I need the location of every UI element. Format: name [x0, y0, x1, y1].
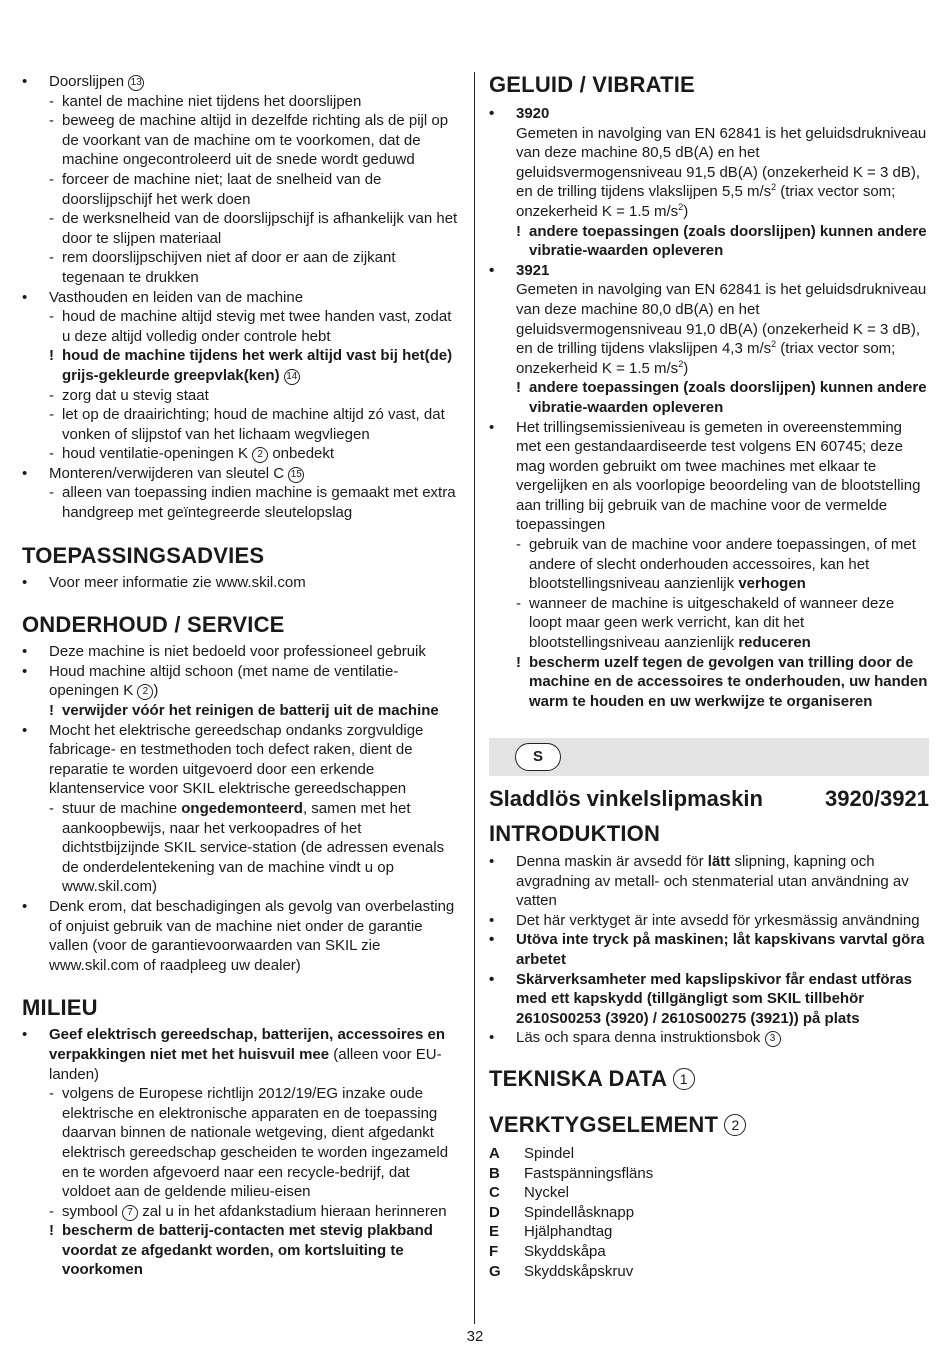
product-title	[489, 786, 929, 812]
emission-text: • Het trillingsemissieniveau is gemeten in overeenstemming met een gestandaardiseerde test volgens EN 60745; deze mag worden gebruikt om twee machines met elkaar te vergelijken en als voorlopige beoordeling van de blootstelling aan trilling bij gebruik van de machine voor de vermelde toepassingen	[489, 418, 921, 534]
intro-b4: • Skärverksamheter med kapslipskivor får endast utföras med ett kapskydd (tillgängligt som SKIL tillbehör 2610S00253 (3920) / 2610S00275 (3921)) på plats	[489, 970, 913, 1027]
tool-item: D Spindellåsknapp	[489, 1203, 635, 1221]
service-warning: ! verwijder vóór het reinigen de batterij uit de machine	[49, 702, 439, 720]
service-b3: • Mocht het elektrische gereedschap ondanks zorgvuldige fabricage- en testmethoden toch defect raken, dient de reparatie te worden uitgevoerd door een erkende klantenservice voor SKIL elektrische gereedschappen	[22, 721, 424, 798]
service-b1: • Deze machine is niet bedoeld voor professioneel gebruik	[22, 643, 426, 661]
product-models: 3920/3921	[825, 786, 929, 811]
cut-item-4: - de werksnelheid van de doorslijpschijf is afhankelijk van het door te slijpen materiaal	[49, 210, 458, 247]
left-column	[22, 72, 462, 1280]
callout-3-icon: 3	[765, 1031, 781, 1047]
callout-2-icon: 2	[724, 1114, 746, 1136]
service-b2: • Houd machine altijd schoon (met name de ventilatie-openingen K 2 )	[22, 662, 399, 700]
bullet-cut: • Doorslijpen 13	[22, 72, 462, 92]
product-name: Sladdlös vinkelslipmaskin	[489, 786, 763, 811]
emission-warning: ! bescherm uzelf tegen de gevolgen van trilling door de machine en de accessoires te onderhouden, uw handen warm te houden en uw werkwijze te organiseren	[516, 653, 928, 710]
emission-sub-2: - wanneer de machine is uitgeschakeld of wanneer deze loopt maar geen werk verricht, kan dit het blootstellingsniveau aanzienlijk reduceren	[516, 594, 895, 652]
right-column	[489, 72, 929, 711]
callout-2-icon: 2	[137, 684, 153, 700]
mount-item: - alleen van toepassing indien machine is gemaakt met extra handgreep met geïntegreerde sleutelopslag	[49, 484, 456, 522]
column-divider	[474, 72, 475, 1324]
tool-item: G Skyddskåpskruv	[489, 1262, 634, 1280]
tool-item: C Nyckel	[489, 1184, 570, 1202]
bullet-hold: • Vasthouden en leiden van de machine	[22, 288, 304, 306]
cut-item-3: - forceer de machine niet; laat de snelheid van de doorslijpschijf het werk doen	[49, 170, 382, 208]
bullet-mount: • Monteren/verwijderen van sleutel C 15	[22, 464, 462, 484]
heading-intro: INTRODUKTION	[489, 821, 661, 846]
callout-7-icon: 7	[122, 1205, 138, 1221]
heading-tech: TEKNISKA DATA 1	[489, 1066, 929, 1092]
env-s2: - symbool 7 zal u in het afdankstadium hieraan herinneren	[49, 1202, 447, 1220]
heading-tools: VERKTYGSELEMENT 2	[489, 1112, 929, 1138]
hold-item-4: - houd ventilatie-openingen K 2 onbedekt	[49, 445, 335, 463]
heading-advice: TOEPASSINGSADVIES	[22, 542, 265, 568]
tool-item: A Spindel	[489, 1144, 575, 1162]
model-3920-warning: ! andere toepassingen (zoals doorslijpen) kunnen andere vibratie-waarden opleveren	[516, 222, 927, 260]
callout-14-icon: 14	[284, 369, 300, 385]
hold-item-1: - houd de machine altijd stevig met twee handen vast, zodat u deze altijd volledig onder controle hebt	[49, 308, 452, 345]
intro-b5: • Läs och spara denna instruktionsbok 3	[489, 1028, 929, 1048]
hold-item-3: - let op de draairichting; houd de machine altijd zó vast, dat vonken of slijpstof van het lichaam wegvliegen	[49, 406, 445, 443]
callout-13-icon: 13	[128, 75, 144, 91]
model-3921: • 3921	[489, 261, 550, 279]
hold-item-2: - zorg dat u stevig staat	[49, 386, 209, 404]
cut-item-2: - beweeg de machine altijd in dezelfde richting als de pijl op de voorkant van de machine om te voorkomen, dat de machine ongecontroleerd uit de snede wordt geduwd	[49, 112, 449, 169]
intro-b3: • Utöva inte tryck på maskinen; låt kapskivans varvtal göra arbetet	[489, 931, 925, 968]
swedish-section	[489, 786, 929, 1281]
callout-1-icon: 1	[673, 1068, 695, 1090]
page-number: 32	[466, 1328, 484, 1345]
heading-noise: GELUID / VIBRATIE	[489, 72, 695, 97]
model-3920: • 3920	[489, 105, 550, 122]
advice-item: • Voor meer informatie zie www.skil.com	[22, 573, 306, 591]
model-3921-warning: ! andere toepassingen (zoals doorslijpen) kunnen andere vibratie-waarden opleveren	[516, 379, 927, 416]
tool-item: E Hjälphandtag	[489, 1223, 613, 1241]
cut-item-5: - rem doorslijpschijven niet af door er aan de zijkant tegenaan te drukken	[49, 249, 396, 286]
service-b4: • Denk erom, dat beschadigingen als gevolg van overbelasting of onjuist gebruik van de machine niet onder de garantie vallen (voor de garantievoorwaarden van SKIL zie www.skil.com of raadpleeg uw dealer)	[22, 897, 455, 974]
heading-env: MILIEU	[22, 995, 98, 1021]
tool-item: B Fastspänningsfläns	[489, 1164, 654, 1182]
callout-15-icon: 15	[288, 467, 304, 483]
heading-service: ONDERHOUD / SERVICE	[22, 612, 285, 638]
env-b1: • Geef elektrisch gereedschap, batterijen, accessoires en verpakkingen niet met het huisvuil mee (alleen voor EU-landen)	[22, 1026, 446, 1083]
intro-b1: • Denna maskin är avsedd för lätt slipning, kapning och avgradning av metall- och stenmaterial utan användning av vatten	[489, 853, 909, 910]
callout-2-icon: 2	[252, 447, 268, 463]
hold-warning: ! houd de machine tijdens het werk altijd vast bij het(de) grijs-gekleurde greepvlak(ken) 14	[49, 347, 453, 384]
service-sub: - stuur de machine ongedemonteerd, samen met het aankoopbewijs, naar het verkoopadres of het dichtstbijzijnde SKIL service-station (de adressen evenals de onderdelentekening van de machine vindt u op www.skil.com)	[49, 800, 445, 896]
language-bar	[489, 738, 929, 776]
language-badge: S	[515, 743, 561, 771]
env-s1: - volgens de Europese richtlijn 2012/19/EG inzake oude elektrische en elektronische apparaten en de toepassing daarvan binnen de nationale wetgeving, dient afgedankt elektrisch gereedschap gescheiden te worden ingezameld en te worden afgevoerd naar een recycle-bedrijf, dat voldoet aan de geldende milieu-eisen	[49, 1085, 449, 1201]
model-3920-text: Gemeten in navolging van EN 62841 is het geluidsdrukniveau van deze machine 80,5 dB(A) en het geluidsvermogensniveau 91,5 dB(A) (onzekerheid K = 3 dB), en de trilling tijdens vlakslijpen 5,5 $m/s^2$ (triax vector som; onzekerheid K = 1.5 $m/s^2$)	[516, 124, 927, 220]
intro-b2: • Det här verktyget är inte avsedd för yrkesmässig användning	[489, 911, 920, 929]
model-3921-text: Gemeten in navolging van EN 62841 is het geluidsdrukniveau van deze machine 80,0 dB(A) en het geluidsvermogensniveau 91,0 dB(A) (onzekerheid K = 3 dB), en de trilling tijdens vlakslijpen 4,3 $m/s^2$ (triax vector som; onzekerheid K = 1.5 $m/s^2$)	[516, 281, 927, 377]
emission-sub-1: - gebruik van de machine voor andere toepassingen, of met andere of slecht onderhouden accessoires, kan het blootstellingsniveau aanzienlijk verhogen	[516, 536, 916, 593]
env-warning: ! bescherm de batterij-contacten met stevig plakband voordat ze afgedankt worden, om kortsluiting te voorkomen	[49, 1222, 433, 1279]
tool-item: F Skyddskåpa	[489, 1242, 606, 1260]
cut-item-1: - kantel de machine niet tijdens het doorslijpen	[49, 92, 362, 110]
